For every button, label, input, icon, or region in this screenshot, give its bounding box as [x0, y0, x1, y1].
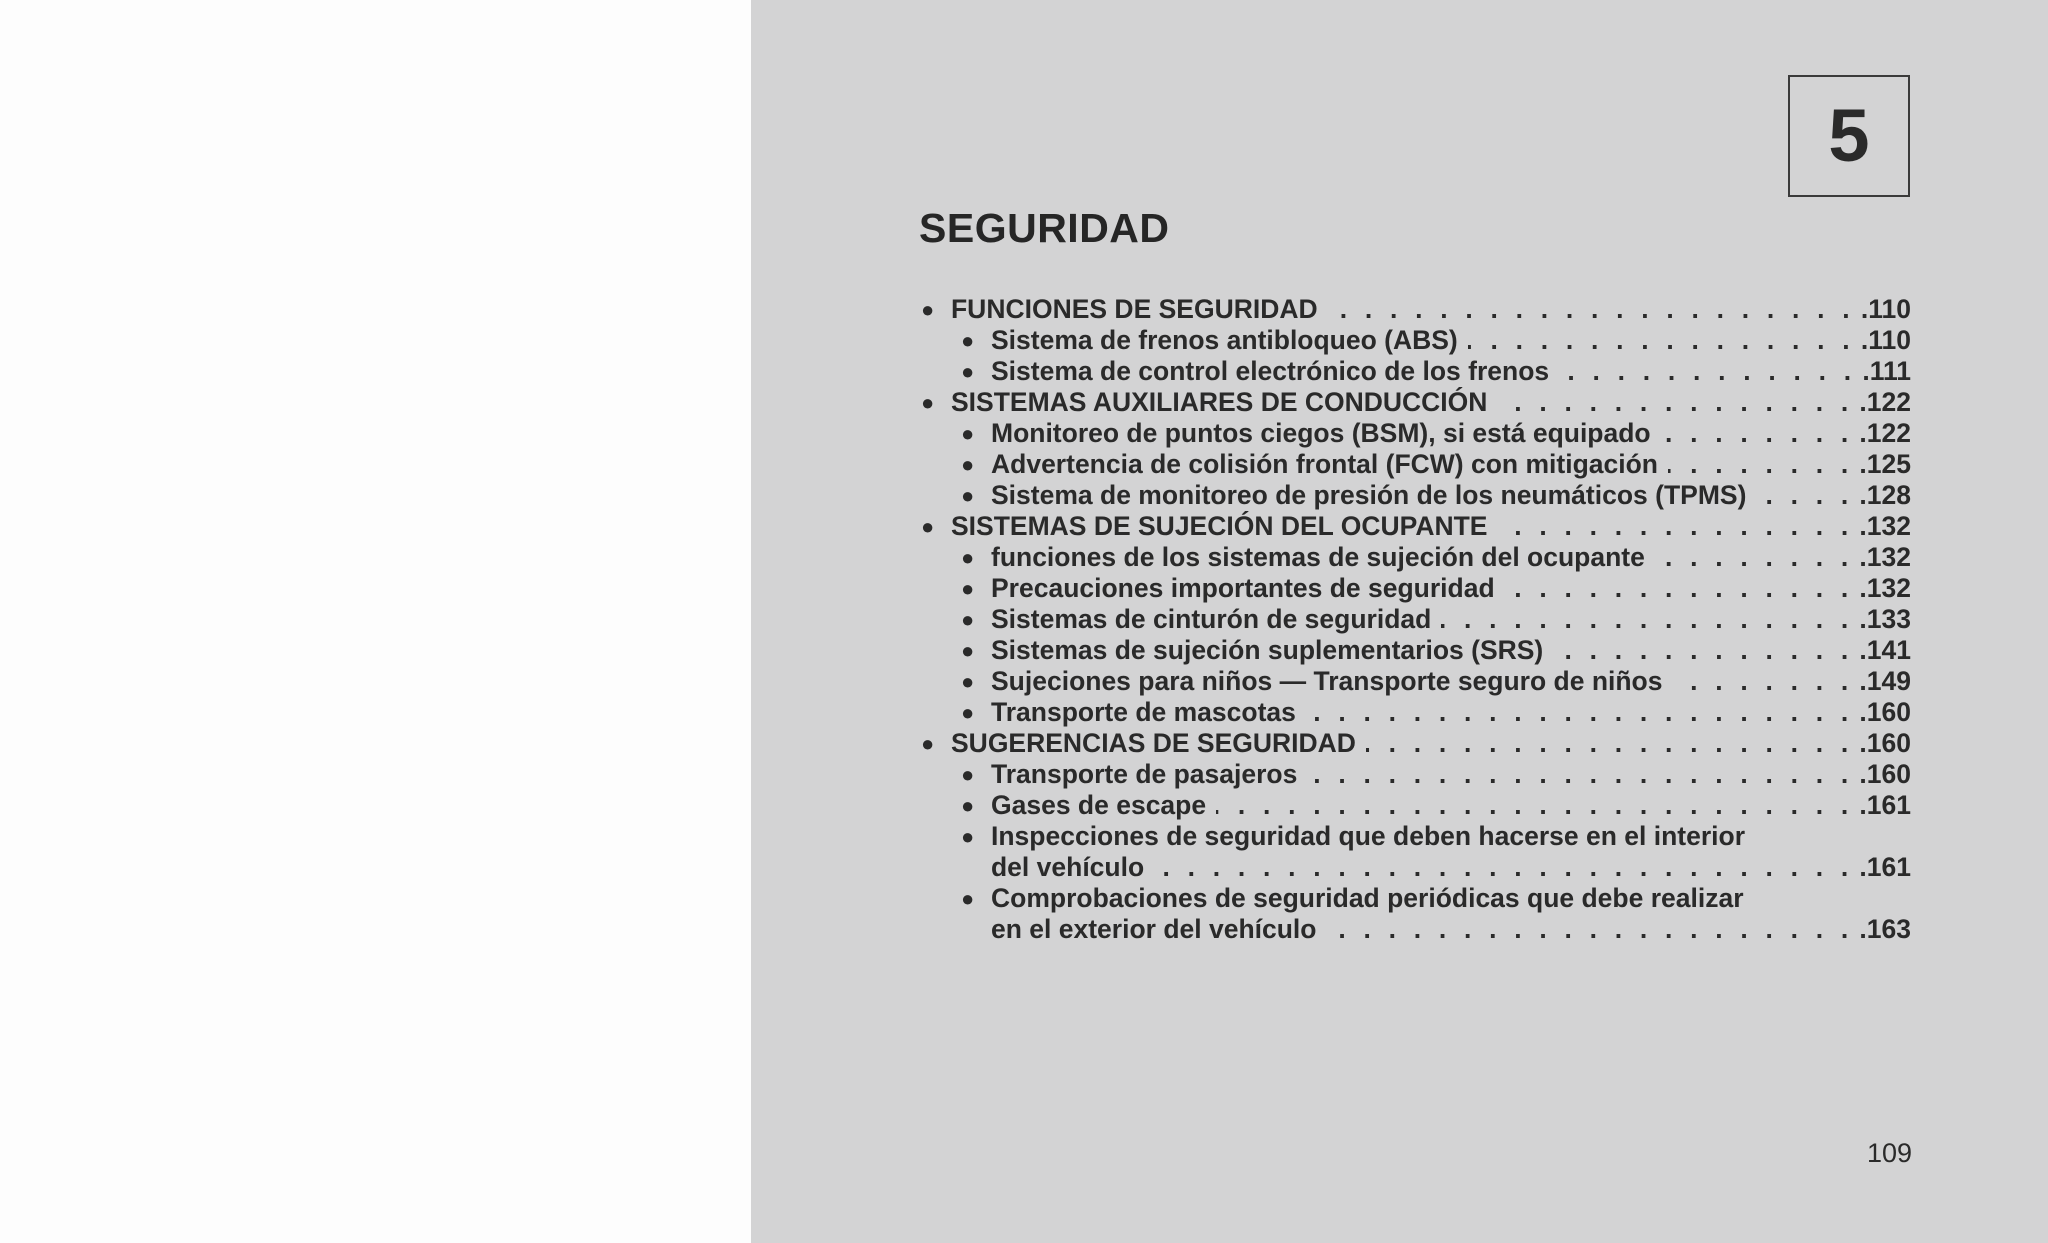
toc-entry-precauciones[interactable]	[919, 573, 1911, 604]
bullet-icon: ●	[961, 607, 975, 632]
toc-entry-text: Transporte de pasajeros	[991, 759, 1298, 789]
bullet-icon: ●	[961, 421, 975, 446]
dot-leader	[1307, 759, 1853, 790]
dot-leader	[1468, 325, 1855, 356]
dot-leader	[1756, 480, 1853, 511]
bullet-icon: ●	[921, 390, 935, 415]
toc-entry-text: SUGERENCIAS DE SEGURIDAD	[951, 728, 1356, 758]
bullet-icon: ●	[961, 576, 975, 601]
toc-page-number: .149	[1859, 666, 1911, 696]
bullet-icon: ●	[961, 545, 975, 570]
bullet-icon: ●	[921, 731, 935, 756]
toc-entry-text: Transporte de mascotas	[991, 697, 1296, 727]
toc-page-number: .133	[1859, 604, 1911, 634]
bullet-icon: ●	[921, 514, 935, 539]
dot-leader	[1668, 449, 1853, 480]
toc-entry-text: Comprobaciones de seguridad periódicas que debe realizar	[991, 883, 1744, 913]
chapter-number-box	[1788, 75, 1910, 197]
toc-page-number: .122	[1859, 387, 1911, 417]
toc-entry-abs[interactable]	[919, 325, 1911, 356]
toc-page-number: .125	[1859, 449, 1911, 479]
table-of-contents	[919, 294, 1911, 945]
bullet-icon: ●	[961, 762, 975, 787]
dot-leader	[1328, 294, 1855, 325]
toc-entry-text: funciones de los sistemas de sujeción del ocupante	[991, 542, 1645, 572]
dot-leader	[1672, 666, 1853, 697]
toc-entry-sistemas-auxiliares[interactable]	[919, 387, 1911, 418]
dot-leader	[1497, 387, 1853, 418]
toc-page-number: .122	[1859, 418, 1911, 448]
bullet-icon: ●	[961, 824, 975, 849]
bullet-icon: ●	[961, 359, 975, 384]
bullet-icon: ●	[961, 669, 975, 694]
toc-page-number: .132	[1859, 511, 1911, 541]
dot-leader	[1306, 697, 1854, 728]
toc-page-number: .128	[1859, 480, 1911, 510]
toc-entry-tpms[interactable]	[919, 480, 1911, 511]
toc-page-number: .160	[1859, 728, 1911, 758]
toc-page-number: .161	[1859, 852, 1911, 882]
toc-entry-text: Precauciones importantes de seguridad	[991, 573, 1495, 603]
toc-page-number: .161	[1859, 790, 1911, 820]
dot-leader	[1366, 728, 1854, 759]
toc-entry-sistemas-sujecion[interactable]	[919, 511, 1911, 542]
toc-entry-text: Monitoreo de puntos ciegos (BSM), si está equipado	[991, 418, 1651, 448]
toc-entry-srs[interactable]	[919, 635, 1911, 666]
bullet-icon: ●	[921, 297, 935, 322]
toc-entry-funciones-sujecion[interactable]	[919, 542, 1911, 573]
toc-entry-inspecciones-interior-cont[interactable]	[919, 852, 1911, 883]
toc-entry-text-continued: en el exterior del vehículo	[991, 914, 1317, 944]
page-number: 109	[1866, 1138, 1912, 1168]
toc-entry-sujeciones-ninos[interactable]	[919, 666, 1911, 697]
toc-page-number: .163	[1859, 914, 1911, 944]
dot-leader	[1497, 511, 1853, 542]
toc-entry-text: Sujeciones para niños — Transporte seguro de niños	[991, 666, 1663, 696]
dot-leader	[1441, 604, 1853, 635]
toc-entry-text: Advertencia de colisión frontal (FCW) con mitigación	[991, 449, 1658, 479]
toc-entry-comprobaciones-exterior[interactable]	[919, 883, 1911, 914]
bullet-icon: ●	[961, 638, 975, 663]
toc-entry-sugerencias[interactable]	[919, 728, 1911, 759]
toc-page-number: .160	[1859, 759, 1911, 789]
dot-leader	[1326, 914, 1853, 945]
bullet-icon: ●	[961, 328, 975, 353]
toc-entry-comprobaciones-exterior-cont[interactable]	[919, 914, 1911, 945]
toc-page-number: .132	[1859, 542, 1911, 572]
toc-entry-funciones-de-seguridad[interactable]	[919, 294, 1911, 325]
chapter-number: 5	[1828, 94, 1870, 177]
toc-entry-text: Sistemas de cinturón de seguridad	[991, 604, 1432, 634]
toc-entry-text: SISTEMAS AUXILIARES DE CONDUCCIÓN	[951, 387, 1488, 417]
dot-leader	[1505, 573, 1854, 604]
bullet-icon: ●	[961, 793, 975, 818]
toc-page-number: .110	[1860, 294, 1911, 324]
toc-page-number: .111	[1862, 356, 1911, 386]
dot-leader	[1553, 635, 1853, 666]
dot-leader	[1661, 418, 1854, 449]
section-title: SEGURIDAD	[919, 205, 1170, 251]
toc-entry-text: SISTEMAS DE SUJECIÓN DEL OCUPANTE	[951, 511, 1488, 541]
bullet-icon: ●	[961, 452, 975, 477]
toc-entry-gases[interactable]	[919, 790, 1911, 821]
dot-leader	[1216, 790, 1853, 821]
dot-leader	[1154, 852, 1853, 883]
toc-entry-text: Sistema de monitoreo de presión de los neumáticos (TPMS)	[991, 480, 1747, 510]
toc-page-number: .141	[1859, 635, 1911, 665]
toc-entry-text-continued: del vehículo	[991, 852, 1145, 882]
toc-page-number: .160	[1859, 697, 1911, 727]
toc-entry-fcw[interactable]	[919, 449, 1911, 480]
dot-leader	[1655, 542, 1854, 573]
toc-entry-text: Sistema de control electrónico de los frenos	[991, 356, 1550, 386]
toc-entry-text: Sistema de frenos antibloqueo (ABS)	[991, 325, 1458, 355]
toc-entry-mascotas[interactable]	[919, 697, 1911, 728]
dot-leader	[1559, 356, 1856, 387]
bullet-icon: ●	[961, 886, 975, 911]
toc-entry-text: FUNCIONES DE SEGURIDAD	[951, 294, 1318, 324]
toc-page-number: .110	[1860, 325, 1911, 355]
blank-left-page	[0, 0, 751, 1243]
toc-entry-inspecciones-interior[interactable]	[919, 821, 1911, 852]
toc-entry-text: Gases de escape	[991, 790, 1207, 820]
toc-entry-cinturon[interactable]	[919, 604, 1911, 635]
bullet-icon: ●	[961, 700, 975, 725]
toc-page-number: .132	[1859, 573, 1911, 603]
toc-entry-text: Inspecciones de seguridad que deben hacerse en el interior	[991, 821, 1746, 851]
toc-entry-text: Sistemas de sujeción suplementarios (SRS)	[991, 635, 1544, 665]
toc-entry-pasajeros[interactable]	[919, 759, 1911, 790]
toc-entry-bsm[interactable]	[919, 418, 1911, 449]
bullet-icon: ●	[961, 483, 975, 508]
toc-entry-control-electronico-frenos[interactable]	[919, 356, 1911, 387]
